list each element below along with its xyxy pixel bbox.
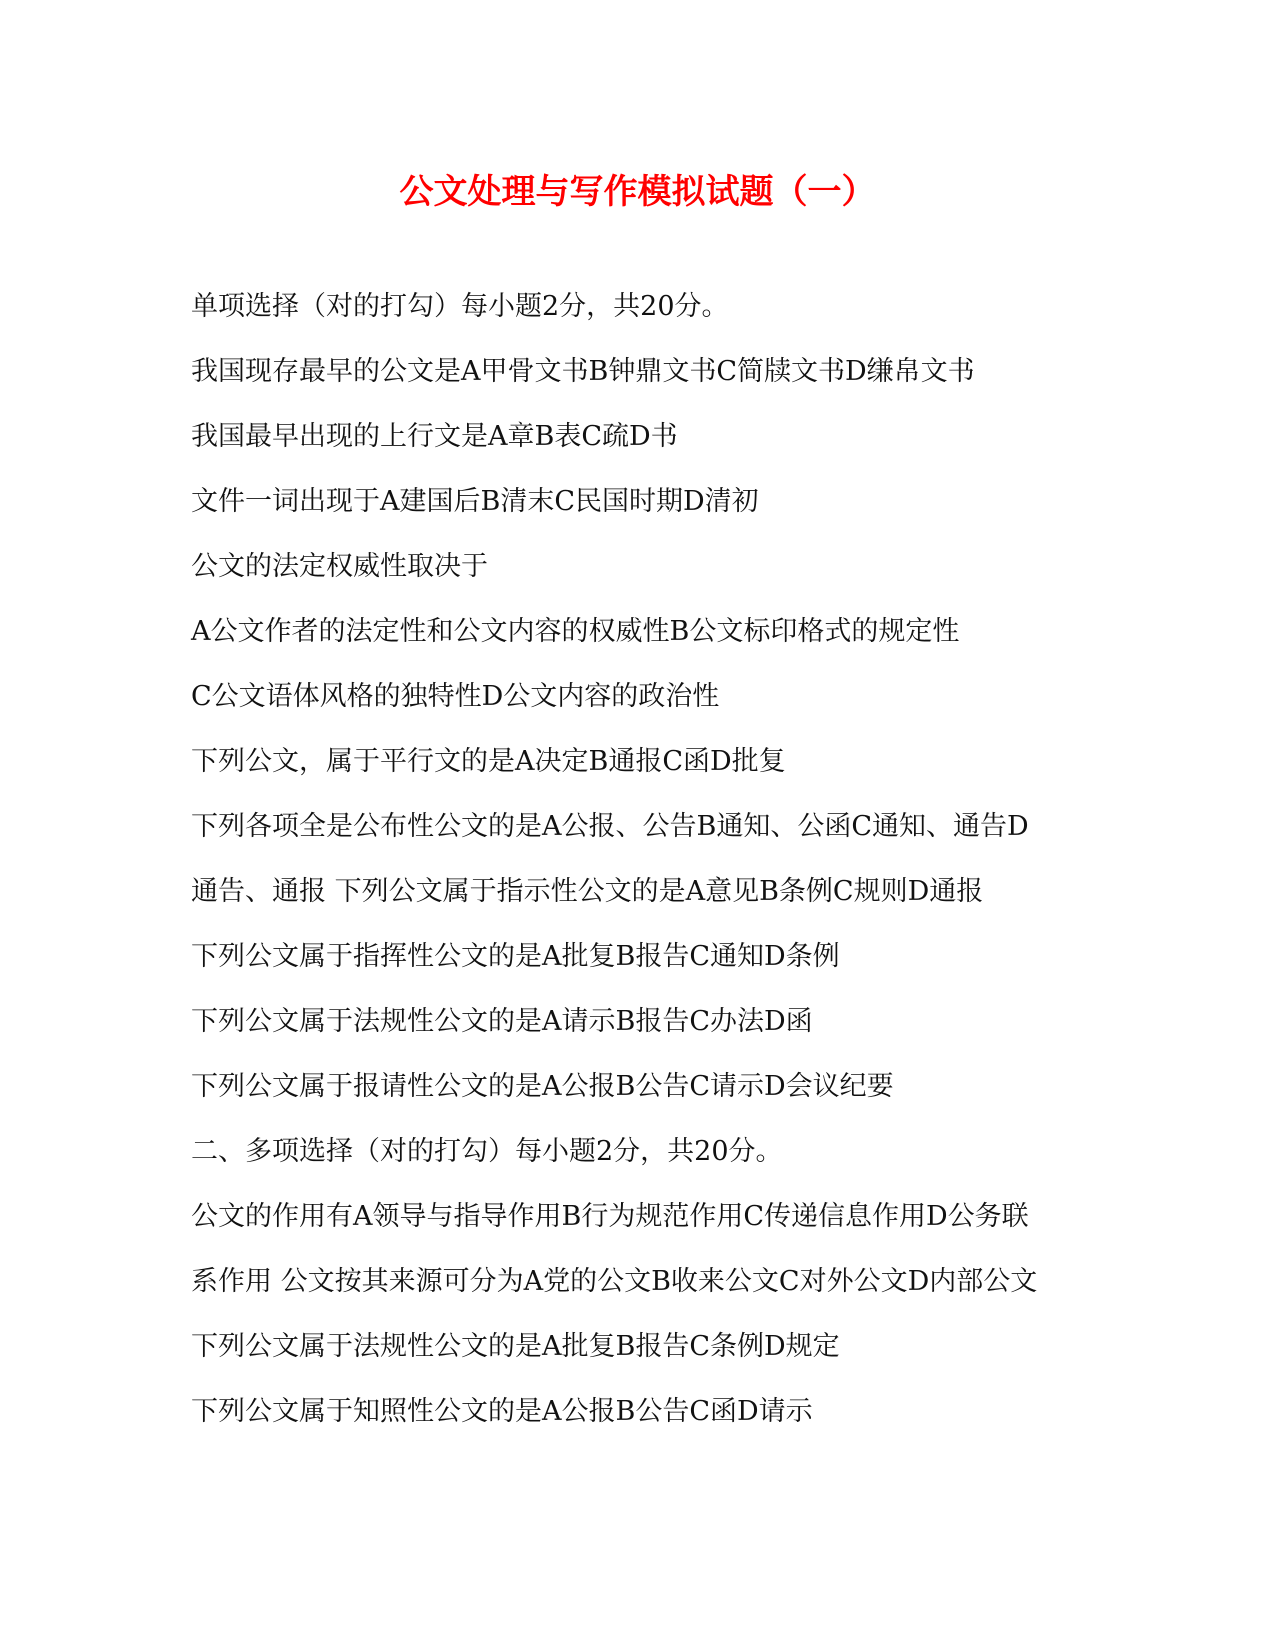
text-line: 系作用 公文按其来源可分为A党的公文B收来公文C对外公文D内部公文 — [191, 1266, 1038, 1297]
text-line: 下列公文属于报请性公文的是A公报B公告C请示D会议纪要 — [191, 1071, 894, 1102]
text-line: 下列各项全是公布性公文的是A公报、公告B通知、公函C通知、通告D — [191, 811, 1029, 842]
text-line: 下列公文属于法规性公文的是A请示B报告C办法D函 — [191, 1006, 813, 1037]
text-line: 单项选择（对的打勾）每小题2分，共20分。 — [191, 291, 729, 322]
text-line: C公文语体风格的独特性D公文内容的政治性 — [191, 681, 720, 712]
text-line: 下列公文，属于平行文的是A决定B通报C函D批复 — [191, 746, 786, 777]
text-line: 通告、通报 下列公文属于指示性公文的是A意见B条例C规则D通报 — [191, 876, 984, 907]
document-body — [191, 289, 1091, 1459]
text-line: 公文的法定权威性取决于 — [191, 551, 488, 582]
text-line: 我国现存最早的公文是A甲骨文书B钟鼎文书C简牍文书D缣帛文书 — [191, 356, 975, 387]
text-line: 文件一词出现于A建国后B清末C民国时期D清初 — [191, 486, 759, 517]
text-line: 下列公文属于知照性公文的是A公报B公告C函D请示 — [191, 1396, 813, 1427]
text-line: 公文的作用有A领导与指导作用B行为规范作用C传递信息作用D公务联 — [191, 1201, 1029, 1232]
document-title: 公文处理与写作模拟试题（一） — [399, 172, 876, 212]
text-line: 下列公文属于法规性公文的是A批复B报告C条例D规定 — [191, 1331, 840, 1362]
text-line: 二、多项选择（对的打勾）每小题2分，共20分。 — [191, 1136, 783, 1167]
text-line: 下列公文属于指挥性公文的是A批复B报告C通知D条例 — [191, 941, 840, 972]
text-line: 我国最早出现的上行文是A章B表C疏D书 — [191, 421, 678, 452]
text-line: A公文作者的法定性和公文内容的权威性B公文标印格式的规定性 — [191, 616, 960, 647]
